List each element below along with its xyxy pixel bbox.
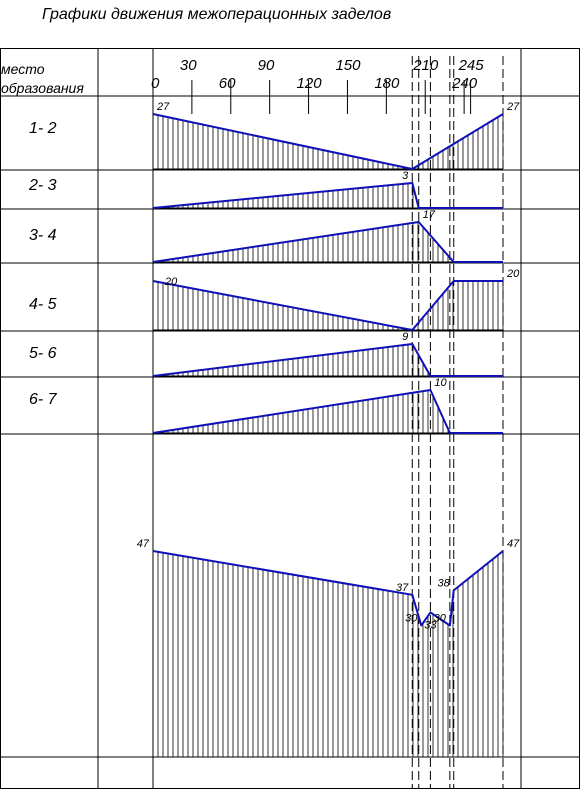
value-label: 9 (402, 331, 409, 343)
value-label: 37 (396, 581, 409, 594)
tick-label: 60 (218, 75, 236, 92)
table-frame (0, 48, 580, 789)
header-place-line1: место (1, 61, 45, 77)
tick-label: 150 (335, 57, 361, 74)
stage-name: 3- 4 (29, 227, 57, 244)
value-label: 30 (433, 612, 446, 625)
stage-name: 6- 7 (29, 391, 57, 408)
time-axis (151, 57, 484, 114)
header-place-line2: образования (1, 80, 84, 96)
tick-label: 120 (296, 75, 322, 92)
value-label: 47 (136, 538, 149, 550)
stage-name: 1- 2 (29, 120, 57, 137)
value-label: 10 (434, 377, 447, 389)
stage-name: 5- 6 (29, 345, 57, 362)
stage-name: 2- 3 (29, 177, 57, 194)
tick-label: 90 (257, 57, 275, 74)
value-label: 33 (424, 619, 437, 632)
value-label: 17 (422, 209, 435, 221)
value-label: 30 (405, 612, 418, 625)
value-label: 20 (165, 276, 178, 288)
value-label: 38 (437, 577, 450, 590)
tick-label: 180 (374, 75, 400, 92)
value-label: 27 (157, 101, 170, 113)
tick-label: 210 (413, 57, 439, 74)
tick-label: 30 (179, 57, 197, 74)
value-label: 3 (402, 170, 409, 182)
value-labels (28, 101, 520, 631)
tick-label: 240 (452, 75, 478, 92)
tick-label: 0 (151, 75, 160, 92)
stage-name: 4- 5 (29, 296, 57, 313)
hatch-fill (153, 114, 503, 757)
value-label: 47 (507, 538, 520, 550)
value-label: 27 (507, 101, 520, 113)
value-label: 20 (507, 268, 520, 280)
tick-label: 245 (458, 57, 484, 74)
diagram-title: Графики движения межоперационных заделов (42, 6, 392, 23)
